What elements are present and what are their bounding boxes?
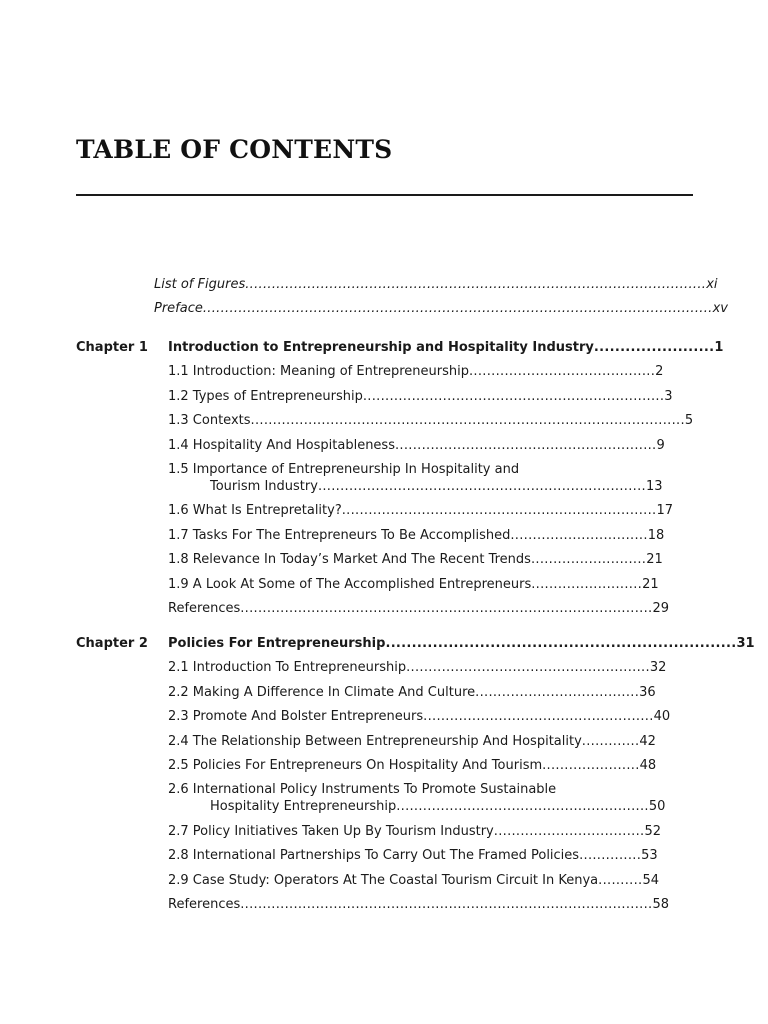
toc-leader-dots: ............................... (510, 527, 648, 543)
toc-leader-dots: ............................................................................................. (240, 601, 653, 616)
chapter-label (76, 636, 166, 652)
toc-section-entry[interactable] (168, 577, 686, 593)
toc-section-entry[interactable] (168, 734, 686, 750)
toc-section-entry[interactable] (168, 552, 686, 568)
toc-front-matter-entry[interactable] (154, 301, 728, 317)
toc-page-number: 18 (647, 527, 665, 543)
toc-section-entry[interactable] (168, 462, 686, 478)
toc-page-number: 40 (653, 709, 671, 725)
toc-section-entry[interactable] (168, 601, 686, 617)
toc-page-number: 21 (642, 576, 659, 592)
toc-leader-dots: ...................... (542, 758, 640, 773)
toc-entry-title-continued: Hospitality Entrepreneurship (210, 799, 397, 815)
toc-entry-title: 1.5 Importance of Entrepreneurship In Hospitality and (168, 462, 520, 477)
toc-leader-dots: ............. (581, 733, 640, 749)
chapter-label-text: Chapter 2 (76, 636, 148, 651)
toc-page-number: 32 (649, 660, 667, 676)
toc-entry-title: References (168, 897, 241, 912)
chapter-title: Policies For Entrepreneurship (168, 636, 386, 651)
toc-section-entry[interactable] (168, 873, 686, 889)
toc-leader-dots: .............. (579, 848, 642, 864)
toc-entry-title: 1.1 Introduction: Meaning of Entrepreneurship (168, 364, 469, 380)
toc-front-matter-entry[interactable] (154, 277, 718, 293)
toc-page-number: xv (712, 301, 728, 316)
toc-page-number: xi (706, 277, 718, 292)
toc-entry-title: 2.2 Making A Difference In Climate And Culture (168, 684, 476, 700)
toc-entry-title: 1.6 What Is Entrepretality? (168, 503, 342, 519)
toc-page-number: 48 (639, 758, 657, 773)
toc-page-number: 2 (655, 364, 664, 380)
toc-page-number: 42 (639, 733, 656, 749)
toc-section-entry[interactable] (168, 897, 686, 913)
chapter-title-entry[interactable] (168, 340, 724, 356)
toc-leader-dots: .................................................................................................. (250, 413, 685, 429)
toc-entry-title: 1.2 Types of Entrepreneurship (168, 388, 363, 404)
toc-section-entry-continued[interactable] (210, 479, 686, 495)
page-title: TABLE OF CONTENTS (76, 135, 393, 164)
toc-page-number: 36 (639, 684, 656, 700)
chapter-label-text: Chapter 1 (76, 340, 148, 355)
toc-page-number: 58 (652, 897, 670, 912)
chapter-title: Introduction to Entrepreneurship and Hospitality Industry (168, 340, 594, 355)
toc-entry-title: 2.6 International Policy Instruments To Promote Sustainable (168, 782, 557, 798)
toc-leader-dots: .......................................................................... (317, 479, 646, 494)
toc-section-entry[interactable] (168, 824, 686, 840)
toc-leader-dots: .......................................... (468, 364, 656, 380)
toc-entry-title: 1.8 Relevance In Today’s Market And The Recent Trends (168, 552, 531, 568)
toc-entry-title: 2.8 International Partnerships To Carry Out The Framed Policies (168, 848, 580, 864)
toc-entry-title: References (168, 601, 241, 616)
toc-section-entry[interactable] (168, 848, 686, 864)
toc-section-entry[interactable] (168, 782, 686, 798)
toc-leader-dots: .......................... (530, 552, 647, 568)
toc-page-number: 5 (684, 413, 694, 429)
toc-page-number: 17 (656, 503, 673, 519)
toc-section-entry[interactable] (168, 503, 686, 519)
toc-leader-dots: .......... (598, 872, 643, 888)
toc-entry-title: 2.1 Introduction To Entrepreneurship (168, 660, 407, 676)
toc-leader-dots: .................................................... (423, 709, 654, 725)
toc-leader-dots: ..................................... (475, 684, 640, 700)
toc-entry-title: List of Figures (154, 277, 246, 292)
toc-page-number: 9 (656, 437, 665, 453)
toc-leader-dots: ................................................................... (385, 636, 737, 651)
toc-leader-dots: ....................... (593, 340, 715, 355)
toc-leader-dots: ....................................................................... (341, 503, 657, 519)
toc-entry-title: 1.3 Contexts (168, 413, 251, 429)
toc-page-number: 53 (641, 848, 658, 864)
toc-page-number: 13 (645, 479, 663, 494)
toc-section-entry[interactable] (168, 413, 694, 429)
toc-entry-title: 2.9 Case Study: Operators At The Coastal Tourism Circuit In Kenya (168, 872, 599, 888)
toc-section-entry-continued[interactable] (210, 799, 686, 815)
toc-entry-title: 1.4 Hospitality And Hospitableness (168, 437, 395, 453)
toc-page-number: 50 (648, 799, 666, 815)
toc-section-entry[interactable] (168, 685, 686, 701)
toc-leader-dots: ......................... (531, 576, 643, 592)
toc-section-entry[interactable] (168, 389, 686, 405)
toc-page-number: 1 (714, 340, 724, 355)
toc-entry-title: 2.7 Policy Initiatives Taken Up By Tourism Industry (168, 823, 494, 839)
toc-entry-title: Preface (154, 301, 203, 316)
toc-page-number: 3 (664, 388, 673, 404)
toc-leader-dots: ......................................................... (396, 799, 649, 815)
toc-entry-title: 1.9 A Look At Some of The Accomplished Entrepreneurs (168, 576, 532, 592)
toc-section-entry[interactable] (168, 758, 686, 774)
toc-entry-title: 2.3 Promote And Bolster Entrepreneurs (168, 709, 424, 725)
toc-leader-dots: .................................................................... (362, 388, 665, 404)
toc-section-entry[interactable] (168, 709, 686, 725)
chapter-title-entry[interactable] (168, 636, 755, 652)
toc-page-number: 21 (646, 552, 663, 568)
toc-page-number: 31 (736, 636, 755, 651)
toc-leader-dots: ........................................................... (394, 437, 657, 453)
toc-section-entry[interactable] (168, 528, 686, 544)
toc-section-entry[interactable] (168, 660, 686, 676)
toc-section-entry[interactable] (168, 438, 686, 454)
toc-leader-dots: ............................................................................................. (240, 897, 653, 912)
chapter-label (76, 340, 166, 356)
toc-page-number: 29 (652, 601, 670, 616)
toc-leader-dots: .................................. (493, 823, 645, 839)
toc-page-number: 54 (642, 872, 660, 888)
toc-leader-dots: ................................................................................................................... (202, 301, 713, 316)
toc-leader-dots: ........................................................................................................ (245, 277, 707, 292)
toc-page-number: 52 (644, 823, 662, 839)
toc-leader-dots: ....................................................... (406, 660, 650, 676)
toc-entry-title-continued: Tourism Industry (210, 479, 318, 494)
toc-entry-title: 1.7 Tasks For The Entrepreneurs To Be Accomplished (168, 527, 511, 543)
toc-section-entry[interactable] (168, 364, 686, 380)
toc-entry-title: 2.4 The Relationship Between Entrepreneurship And Hospitality (168, 733, 582, 749)
toc-entry-title: 2.5 Policies For Entrepreneurs On Hospitality And Tourism (168, 758, 543, 773)
